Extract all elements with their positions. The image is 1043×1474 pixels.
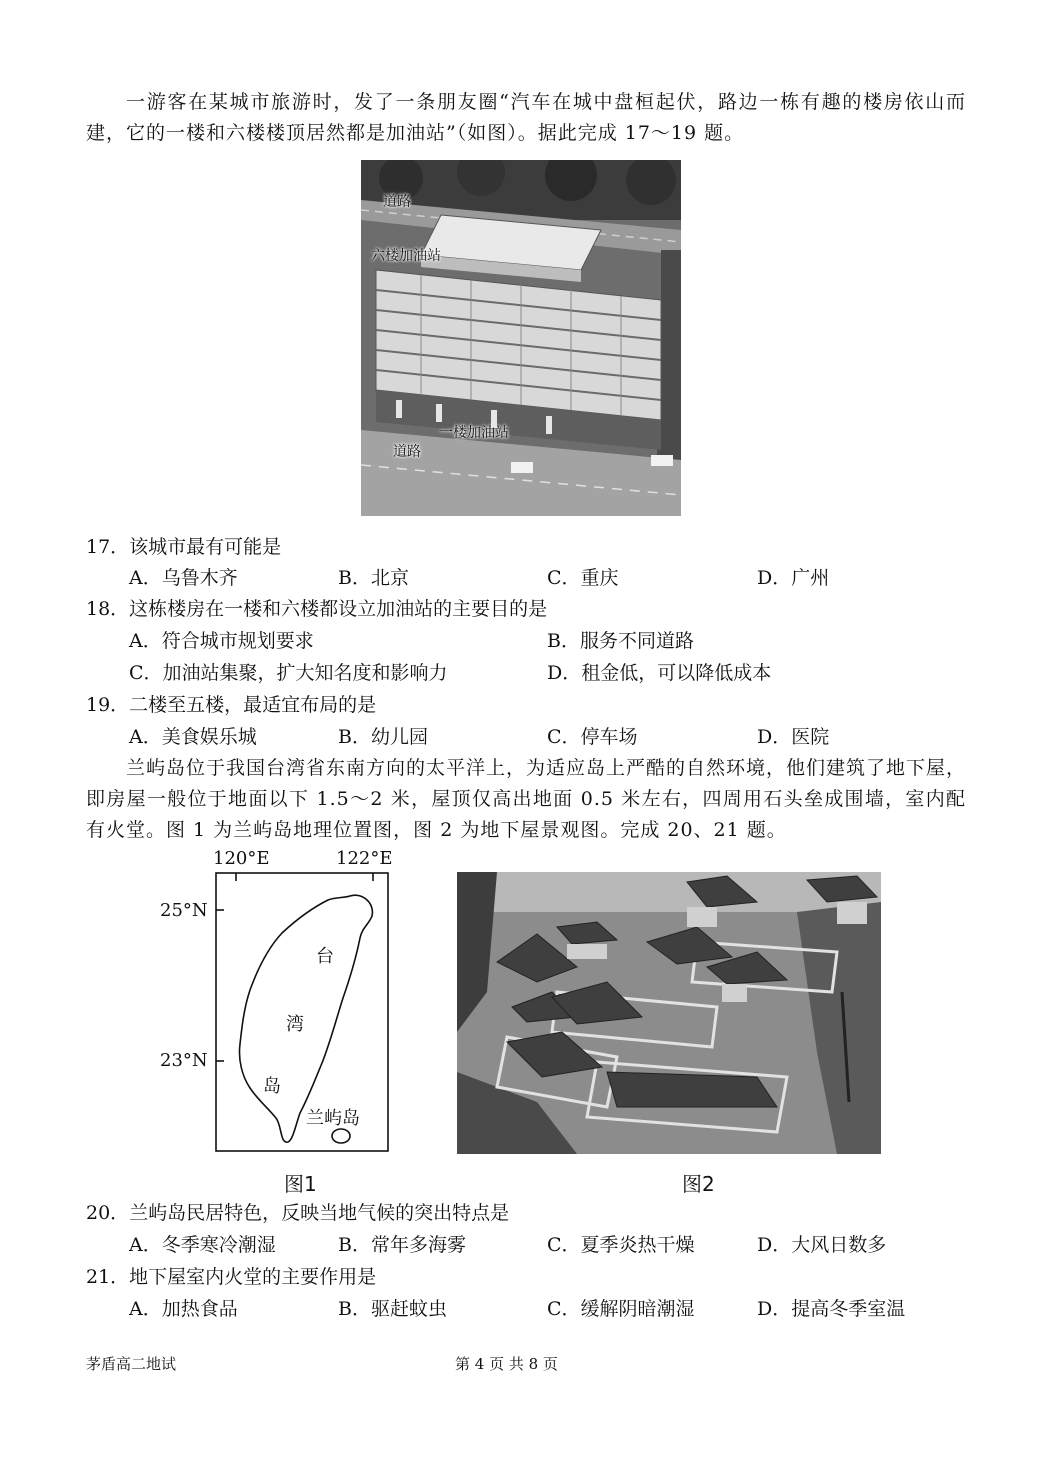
map-label-lanyu: 兰屿岛	[306, 1108, 360, 1129]
underground-house-drawing	[457, 872, 881, 1154]
q21-option-d: D．提高冬季室温	[757, 1298, 906, 1320]
map-longitude-122: 122°E	[336, 848, 393, 869]
figure-1-caption: 图1	[284, 1172, 317, 1196]
q19-option-d: D．医院	[757, 726, 830, 748]
figure-2-caption: 图2	[682, 1172, 715, 1196]
map-label-dao: 岛	[263, 1076, 281, 1097]
q19-option-b: B．幼儿园	[338, 726, 428, 748]
map-longitude-120: 120°E	[213, 848, 270, 869]
q18-option-b: B．服务不同道路	[547, 630, 694, 652]
question-18-stem: 18．这栋楼房在一楼和六楼都设立加油站的主要目的是	[86, 598, 548, 620]
map-latitude-23: 23°N	[160, 1050, 208, 1071]
footer-exam-name: 茅盾高二地试	[86, 1355, 177, 1373]
building-photo	[361, 160, 681, 516]
q17-option-b: B．北京	[338, 567, 409, 589]
q18-option-a: A．符合城市规划要求	[129, 630, 314, 652]
map-label-tai: 台	[316, 946, 334, 967]
question-20-stem: 20．兰屿岛民居特色，反映当地气候的突出特点是	[86, 1202, 510, 1224]
q20-option-d: D．大风日数多	[757, 1234, 887, 1256]
map-latitude-25: 25°N	[160, 900, 208, 921]
photo-label-sixth-floor-station: 六楼加油站	[371, 248, 441, 264]
photo-label-road-top: 道路	[383, 194, 411, 210]
q21-option-c: C．缓解阴暗潮湿	[547, 1298, 695, 1320]
question-21-stem: 21．地下屋室内火堂的主要作用是	[86, 1266, 377, 1288]
q18-option-c: C．加油站集聚，扩大知名度和影响力	[129, 662, 448, 684]
photo-label-first-floor-station: 一楼加油站	[439, 425, 509, 441]
footer-page-number: 第 4 页 共 8 页	[455, 1355, 558, 1373]
intro-paragraph-2: 兰屿岛位于我国台湾省东南方向的太平洋上，为适应岛上严酷的自然环境，他们建筑了地下屋，即房屋一般位于地面以下 1.5～2 米，屋顶仅高出地面 0.5 米左右，四周用石头垒成围墙，室内配有火堂。图 1 为兰屿岛地理位置图，图 2 为地下屋景观图。完成 20、21 题。	[86, 757, 967, 841]
q20-option-a: A．冬季寒冷潮湿	[129, 1234, 276, 1256]
map-label-wan: 湾	[286, 1014, 304, 1035]
underground-house-photo	[457, 872, 881, 1154]
q18-option-d: D．租金低，可以降低成本	[547, 662, 772, 684]
question-19-stem: 19．二楼至五楼，最适宜布局的是	[86, 694, 377, 716]
q19-option-a: A．美食娱乐城	[129, 726, 257, 748]
q17-option-a: A．乌鲁木齐	[129, 567, 238, 589]
intro-paragraph-1: 一游客在某城市旅游时，发了一条朋友圈“汽车在城中盘桓起伏，路边一栋有趣的楼房依山而建，它的一楼和六楼楼顶居然都是加油站”（如图）。据此完成 17～19 题。	[86, 91, 966, 144]
photo-label-road-bottom: 道路	[393, 444, 421, 460]
q20-option-b: B．常年多海雾	[338, 1234, 466, 1256]
q17-option-d: D．广州	[757, 567, 830, 589]
map-drawing	[150, 848, 400, 1158]
building-photo-drawing	[361, 160, 681, 516]
question-17-stem: 17．该城市最有可能是	[86, 536, 282, 558]
q20-option-c: C．夏季炎热干燥	[547, 1234, 695, 1256]
q21-option-a: A．加热食品	[129, 1298, 238, 1320]
q21-option-b: B．驱赶蚊虫	[338, 1298, 447, 1320]
q17-option-c: C．重庆	[547, 567, 619, 589]
lanyu-location-map	[150, 848, 400, 1158]
q19-option-c: C．停车场	[547, 726, 638, 748]
